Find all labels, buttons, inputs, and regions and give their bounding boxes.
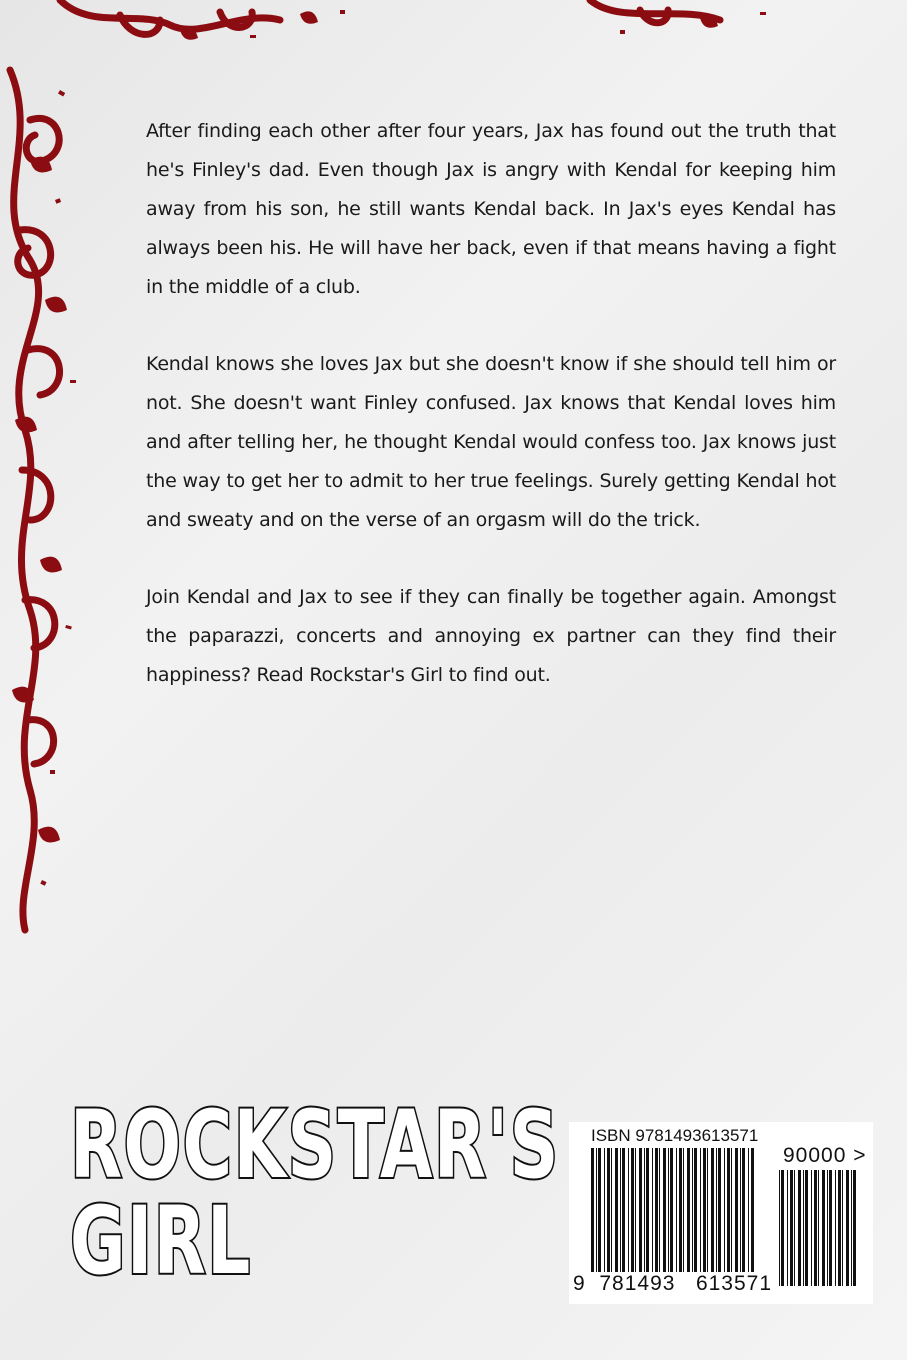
barcode-bar (652, 1148, 653, 1272)
barcode-bar (703, 1148, 706, 1272)
barcode-bar (644, 1148, 645, 1272)
barcode-digit-lead: 9 (573, 1272, 586, 1295)
barcode-bar (803, 1170, 804, 1286)
barcode-bar (639, 1148, 642, 1272)
barcode-bar (635, 1148, 636, 1272)
barcode-bar (598, 1148, 601, 1272)
barcode-bar (740, 1148, 741, 1272)
barcode-bar (853, 1170, 856, 1286)
barcode-bar (668, 1148, 669, 1272)
barcode-bar (628, 1148, 629, 1272)
barcode-bar (731, 1148, 732, 1272)
barcode-bar (687, 1148, 690, 1272)
book-title (70, 1091, 560, 1296)
barcode-bar (814, 1170, 817, 1286)
barcode-addon-code: 90000 > (783, 1144, 867, 1167)
barcode-bar (659, 1148, 660, 1272)
barcode-bar (748, 1148, 749, 1272)
book-title-line-1: ROCKSTAR'S (70, 1091, 560, 1200)
barcode-bar (679, 1148, 682, 1272)
barcode-bar (711, 1148, 714, 1272)
barcode-bar (607, 1148, 610, 1272)
barcode-bar (827, 1170, 828, 1286)
isbn-label: ISBN 9781493613571 (591, 1126, 759, 1145)
barcode-bar (655, 1148, 658, 1272)
barcode-bar (694, 1148, 697, 1272)
barcode-bar (676, 1148, 677, 1272)
barcode-digits-group-1: 781493 (599, 1272, 676, 1295)
barcode-bar (805, 1170, 808, 1286)
barcode-bar (811, 1170, 812, 1286)
back-cover-blurb (146, 112, 836, 733)
barcode-bar (707, 1148, 708, 1272)
barcode-bar (596, 1148, 597, 1272)
barcode-bar (790, 1170, 793, 1286)
barcode-bar (727, 1148, 730, 1272)
barcode-bar (692, 1148, 693, 1272)
barcode-bar (620, 1148, 621, 1272)
barcode-bar (842, 1170, 843, 1286)
barcode-digits (573, 1272, 772, 1296)
barcode-bar (742, 1148, 745, 1272)
barcode-bar (818, 1170, 819, 1286)
barcode-bar (611, 1148, 612, 1272)
barcode-bar (787, 1170, 788, 1286)
barcode-bar (718, 1148, 721, 1272)
barcode-bar (646, 1148, 649, 1272)
barcode-bar (615, 1148, 618, 1272)
barcode-bar (591, 1148, 594, 1272)
barcode-bar (663, 1148, 666, 1272)
barcode-bar (781, 1170, 784, 1286)
barcode-bar (604, 1148, 605, 1272)
isbn-barcode (569, 1122, 873, 1304)
barcode-bar (716, 1148, 717, 1272)
blurb-paragraph-1: After finding each other after four years, Jax has found out the truth that he's Finley's dad. Even though Jax is angry with Kendal for keeping him away from his son, he still wants Kendal back. In Jax's eyes Kendal has always been his. He will have her back, even if that means having a fight in the middle of a club. (146, 120, 836, 298)
barcode-bar (851, 1170, 852, 1286)
barcode-bar (822, 1170, 825, 1286)
barcode-bar (670, 1148, 673, 1272)
barcode-bar (700, 1148, 701, 1272)
barcode-bar (794, 1170, 795, 1286)
barcode-bar (779, 1170, 780, 1286)
barcode-bar (846, 1170, 849, 1286)
barcode-digits-group-2: 613571 (695, 1272, 773, 1295)
barcode-bar (683, 1148, 684, 1272)
barcode-bar (751, 1148, 754, 1272)
barcode-bar (735, 1148, 738, 1272)
barcode-bar (622, 1148, 625, 1272)
blurb-paragraph-2: Kendal knows she loves Jax but she doesn't know if she should tell him or not. She doesn't want Finley confused. Jax knows that Kendal loves him and after telling her, he thought Kendal would confess too. Jax knows just the way to get her to admit to her true feelings. Surely getting Kendal hot and sweaty and on the verse of an orgasm will do the trick. (146, 353, 836, 531)
blurb-paragraph-3: Join Kendal and Jax to see if they can finally be together again. Amongst the paparazzi, concerts and annoying ex partner can they find their happiness? Read Rockstar's Girl to find out. (146, 586, 836, 686)
book-title-line-2: GIRL (70, 1187, 252, 1296)
barcode-bar (838, 1170, 841, 1286)
barcode-bar (835, 1170, 836, 1286)
barcode-bar (798, 1170, 801, 1286)
barcode-bar (724, 1148, 725, 1272)
barcode-bar (631, 1148, 634, 1272)
barcode-bar (829, 1170, 832, 1286)
